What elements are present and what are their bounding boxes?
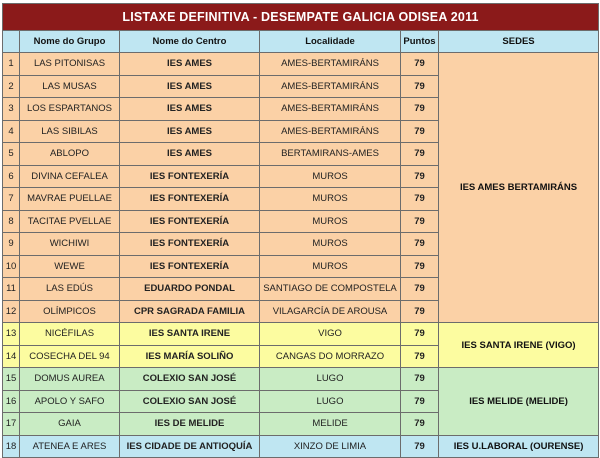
centre-name: IES FONTEXERÍA [120, 210, 260, 233]
centre-name: IES FONTEXERÍA [120, 165, 260, 188]
row-number: 9 [3, 233, 20, 256]
points: 79 [401, 143, 439, 166]
points: 79 [401, 120, 439, 143]
locality: MELIDE [260, 413, 401, 436]
table-row [3, 323, 599, 346]
locality: MUROS [260, 210, 401, 233]
points: 79 [401, 323, 439, 346]
centre-name: IES MARÍA SOLIÑO [120, 345, 260, 368]
points: 79 [401, 368, 439, 391]
centre-name: IES AMES [120, 98, 260, 121]
locality: MUROS [260, 255, 401, 278]
centre-name: IES AMES [120, 143, 260, 166]
row-number: 7 [3, 188, 20, 211]
group-name: MAVRAE PUELLAE [20, 188, 120, 211]
centre-name: IES AMES [120, 120, 260, 143]
row-number: 15 [3, 368, 20, 391]
locality: XINZO DE LIMIA [260, 435, 401, 458]
group-name: DOMUS AUREA [20, 368, 120, 391]
group-name: OLÍMPICOS [20, 300, 120, 323]
locality: LUGO [260, 368, 401, 391]
centre-name: IES AMES [120, 53, 260, 76]
table-row [3, 368, 599, 391]
centre-name: IES CIDADE DE ANTIOQUÍA [120, 435, 260, 458]
group-name: APOLO Y SAFO [20, 390, 120, 413]
locality: LUGO [260, 390, 401, 413]
row-number: 3 [3, 98, 20, 121]
locality: VILAGARCÍA DE AROUSA [260, 300, 401, 323]
row-number: 10 [3, 255, 20, 278]
group-name: WEWE [20, 255, 120, 278]
row-number: 12 [3, 300, 20, 323]
table-row [3, 53, 599, 76]
points: 79 [401, 75, 439, 98]
points: 79 [401, 278, 439, 301]
centre-name: IES DE MELIDE [120, 413, 260, 436]
locality: AMES-BERTAMIRÁNS [260, 120, 401, 143]
locality: MUROS [260, 233, 401, 256]
group-name: WICHIWI [20, 233, 120, 256]
points: 79 [401, 53, 439, 76]
points: 79 [401, 98, 439, 121]
header-row [3, 31, 599, 53]
group-name: GAIA [20, 413, 120, 436]
centre-name: EDUARDO PONDAL [120, 278, 260, 301]
points: 79 [401, 300, 439, 323]
centre-name: IES FONTEXERÍA [120, 255, 260, 278]
locality: MUROS [260, 165, 401, 188]
sede-cell: IES MELIDE (MELIDE) [439, 368, 599, 436]
header-localidade: Localidade [260, 31, 401, 53]
row-number: 16 [3, 390, 20, 413]
row-number: 13 [3, 323, 20, 346]
table-body [3, 53, 599, 458]
points: 79 [401, 435, 439, 458]
row-number: 14 [3, 345, 20, 368]
locality: AMES-BERTAMIRÁNS [260, 75, 401, 98]
group-name: NICÉFILAS [20, 323, 120, 346]
group-name: TACITAE PVELLAE [20, 210, 120, 233]
points: 79 [401, 255, 439, 278]
row-number: 1 [3, 53, 20, 76]
sede-cell: IES U.LABORAL (OURENSE) [439, 435, 599, 458]
centre-name: IES AMES [120, 75, 260, 98]
locality: AMES-BERTAMIRÁNS [260, 98, 401, 121]
table-row [3, 435, 599, 458]
centre-name: IES FONTEXERÍA [120, 188, 260, 211]
header-grupo: Nome do Grupo [20, 31, 120, 53]
points: 79 [401, 345, 439, 368]
header-puntos: Puntos [401, 31, 439, 53]
centre-name: CPR SAGRADA FAMILIA [120, 300, 260, 323]
sede-cell: IES AMES BERTAMIRÁNS [439, 53, 599, 323]
row-number: 11 [3, 278, 20, 301]
group-name: LAS SIBILAS [20, 120, 120, 143]
header-num [3, 31, 20, 53]
results-table [2, 3, 599, 458]
results-sheet [2, 3, 598, 458]
points: 79 [401, 233, 439, 256]
centre-name: IES SANTA IRENE [120, 323, 260, 346]
group-name: LAS MUSAS [20, 75, 120, 98]
points: 79 [401, 210, 439, 233]
locality: CANGAS DO MORRAZO [260, 345, 401, 368]
group-name: COSECHA DEL 94 [20, 345, 120, 368]
points: 79 [401, 390, 439, 413]
group-name: ABLOPO [20, 143, 120, 166]
centre-name: IES FONTEXERÍA [120, 233, 260, 256]
title-row [3, 4, 599, 31]
row-number: 2 [3, 75, 20, 98]
locality: AMES-BERTAMIRÁNS [260, 53, 401, 76]
sede-cell: IES SANTA IRENE (VIGO) [439, 323, 599, 368]
header-sedes: SEDES [439, 31, 599, 53]
locality: SANTIAGO DE COMPOSTELA [260, 278, 401, 301]
group-name: LAS EDÚS [20, 278, 120, 301]
row-number: 4 [3, 120, 20, 143]
locality: BERTAMIRANS-AMES [260, 143, 401, 166]
row-number: 18 [3, 435, 20, 458]
centre-name: COLEXIO SAN JOSÉ [120, 368, 260, 391]
locality: VIGO [260, 323, 401, 346]
points: 79 [401, 165, 439, 188]
group-name: LAS PITONISAS [20, 53, 120, 76]
group-name: LOS ESPARTANOS [20, 98, 120, 121]
group-name: DIVINA CEFALEA [20, 165, 120, 188]
points: 79 [401, 413, 439, 436]
locality: MUROS [260, 188, 401, 211]
sheet-title: LISTAXE DEFINITIVA - DESEMPATE GALICIA ODISEA 2011 [3, 4, 599, 31]
header-centro: Nome do Centro [120, 31, 260, 53]
row-number: 17 [3, 413, 20, 436]
points: 79 [401, 188, 439, 211]
row-number: 6 [3, 165, 20, 188]
group-name: ATENEA E ARES [20, 435, 120, 458]
centre-name: COLEXIO SAN JOSÉ [120, 390, 260, 413]
row-number: 5 [3, 143, 20, 166]
row-number: 8 [3, 210, 20, 233]
